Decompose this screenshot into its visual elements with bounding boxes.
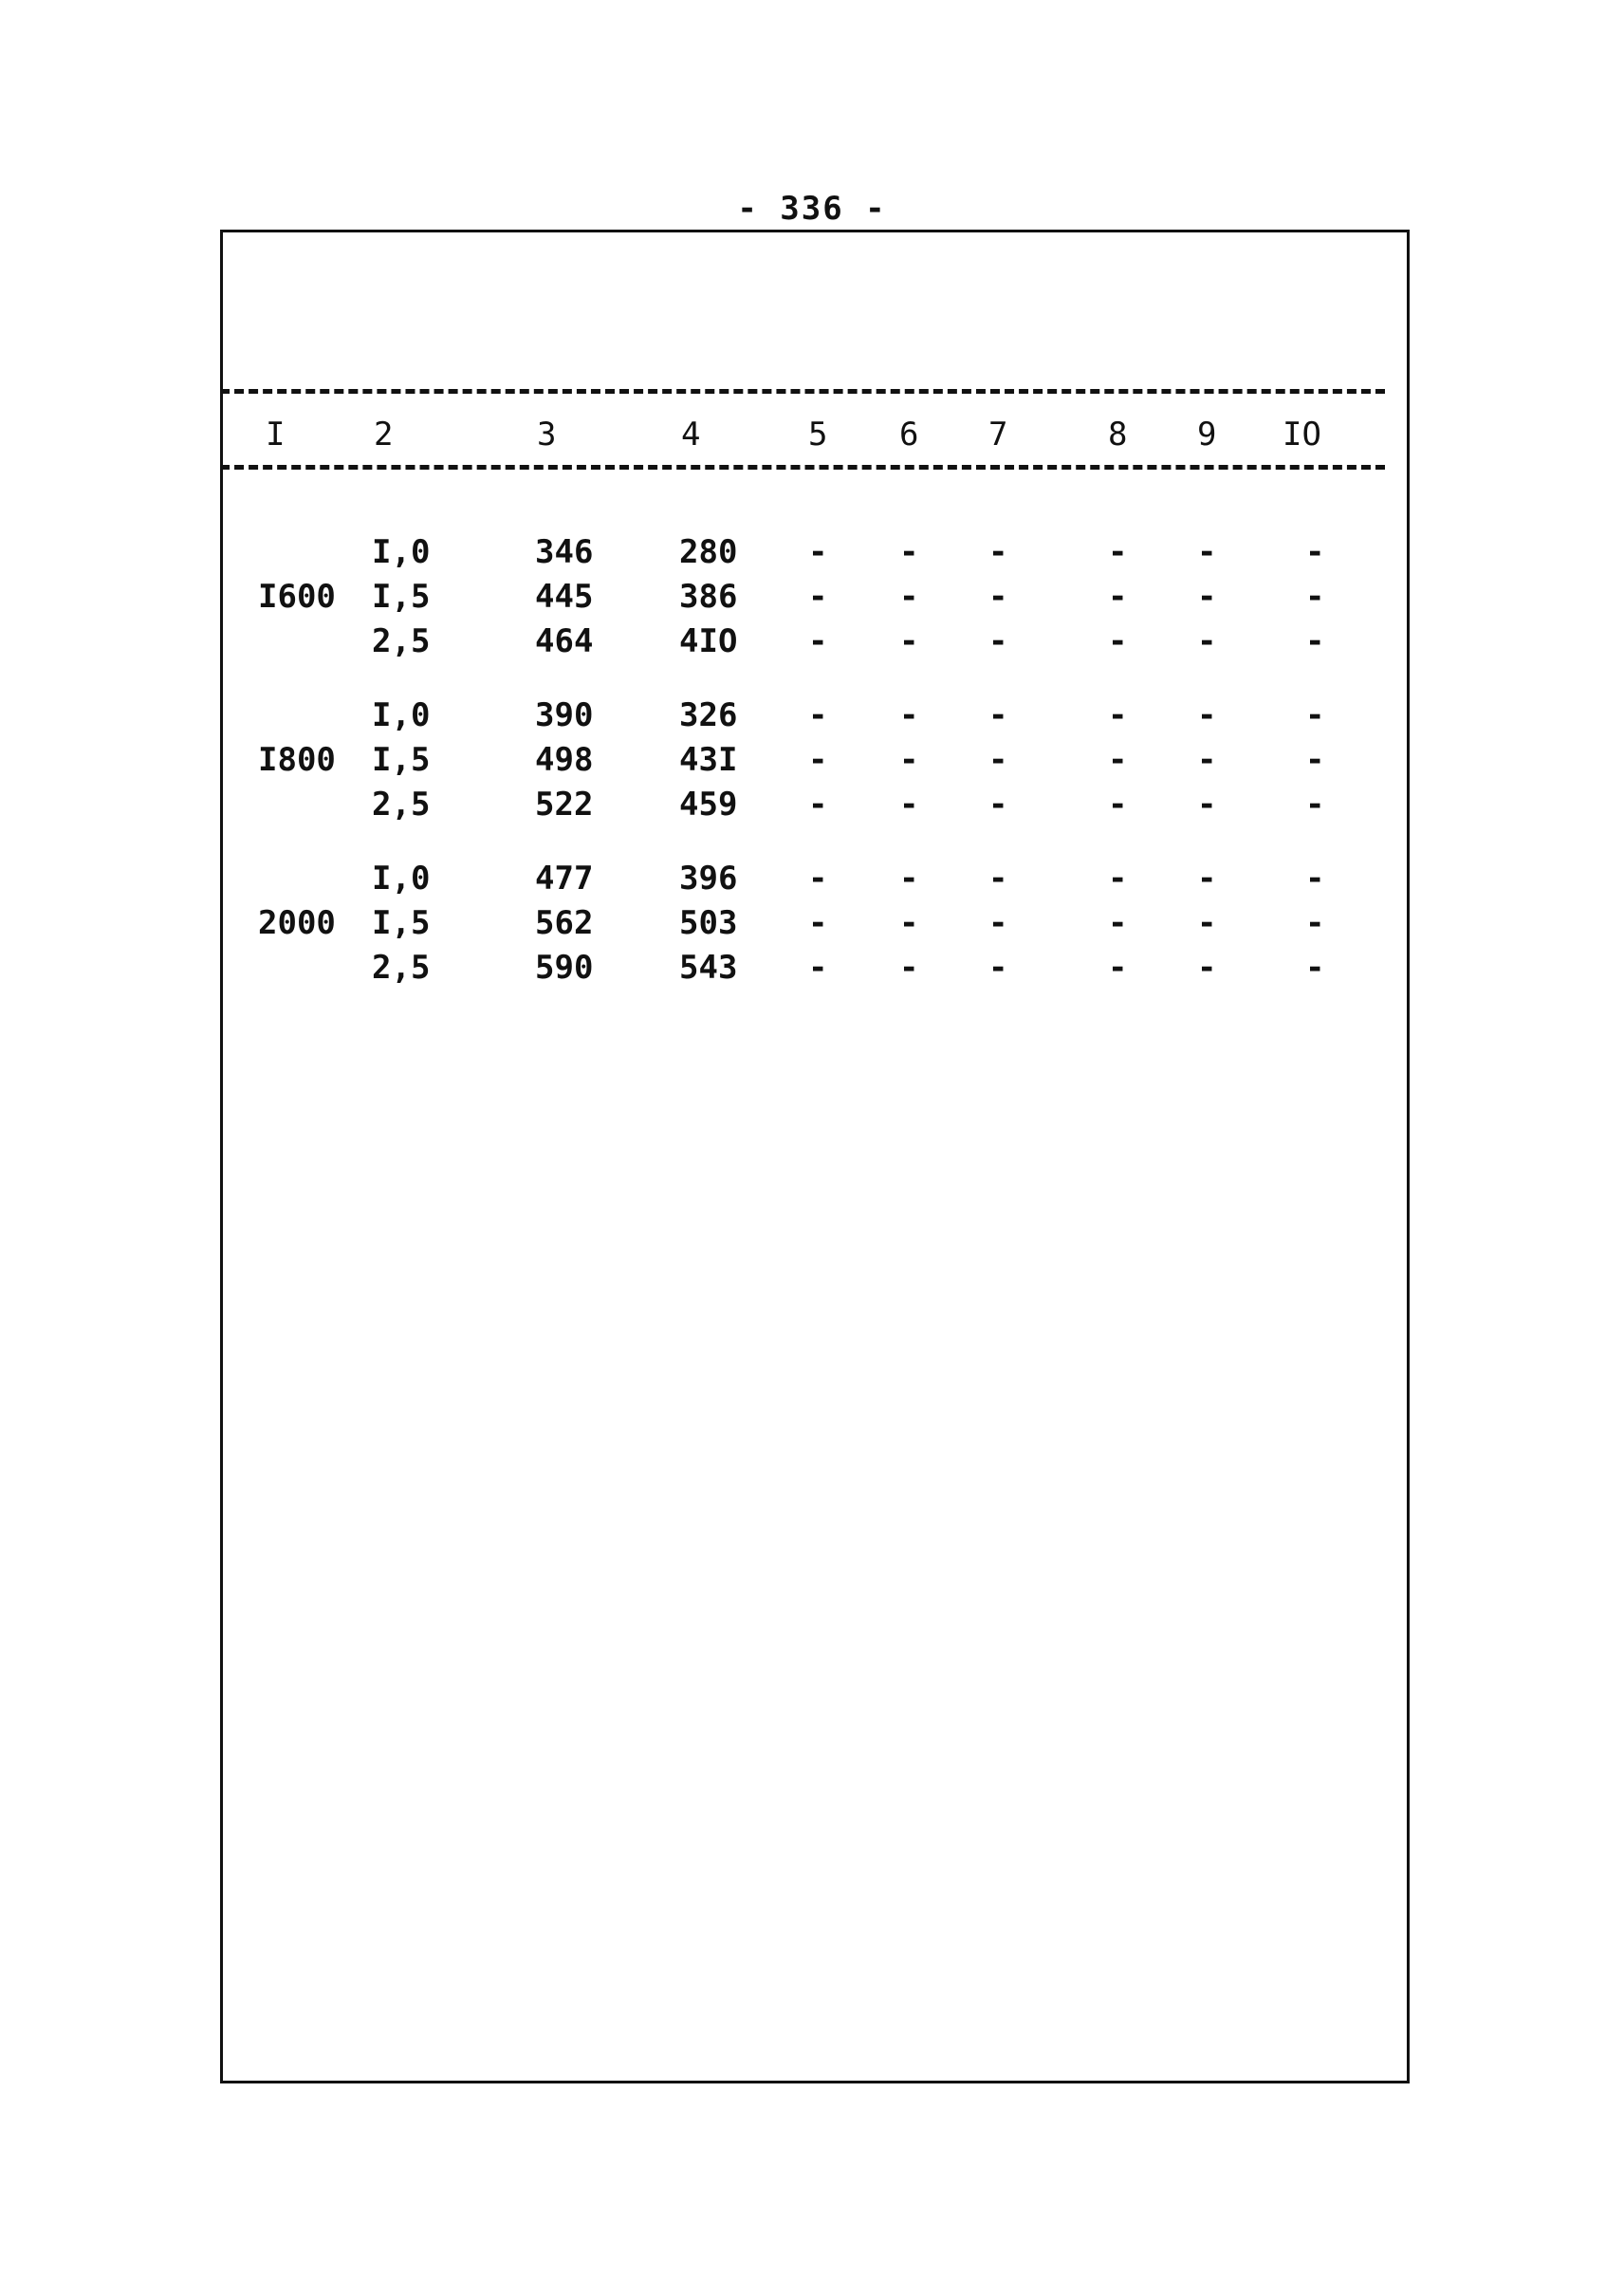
header-bottom-rule <box>220 465 1385 470</box>
table-cell-col3: 590 <box>535 949 594 987</box>
table-cell-col6: - <box>899 622 919 660</box>
table-cell-col4: 543 <box>679 949 738 987</box>
table-cell-col6: - <box>899 860 919 898</box>
table-cell-col8: - <box>1108 904 1128 942</box>
table-cell-col5: - <box>808 786 828 824</box>
table-cell-col9: - <box>1197 904 1217 942</box>
table-cell-col6: - <box>899 949 919 987</box>
table-cell-col2: 2,5 <box>372 786 431 824</box>
table-cell-col9: - <box>1197 786 1217 824</box>
table-cell-col2: I,0 <box>372 696 431 734</box>
table-cell-col4: 503 <box>679 904 738 942</box>
table-cell-col7: - <box>988 786 1008 824</box>
table-cell-col5: - <box>808 533 828 571</box>
column-header-9: 9 <box>1197 416 1217 454</box>
table-cell-col2: 2,5 <box>372 949 431 987</box>
table-cell-col8: - <box>1108 533 1128 571</box>
table-cell-col8: - <box>1108 860 1128 898</box>
table-cell-col6: - <box>899 696 919 734</box>
table-cell-col7: - <box>988 949 1008 987</box>
table-cell-col10: - <box>1305 741 1325 779</box>
table-cell-col9: - <box>1197 696 1217 734</box>
table-cell-col6: - <box>899 578 919 616</box>
table-cell-col5: - <box>808 696 828 734</box>
column-header-6: 6 <box>899 416 919 454</box>
table-cell-col3: 522 <box>535 786 594 824</box>
column-header-5: 5 <box>808 416 828 454</box>
table-cell-col9: - <box>1197 741 1217 779</box>
column-header-3: 3 <box>537 416 557 454</box>
table-cell-col2: I,0 <box>372 860 431 898</box>
table-cell-col9: - <box>1197 578 1217 616</box>
column-header-4: 4 <box>681 416 701 454</box>
table-cell-col10: - <box>1305 860 1325 898</box>
table-cell-col7: - <box>988 860 1008 898</box>
table-cell-col7: - <box>988 696 1008 734</box>
table-cell-col5: - <box>808 949 828 987</box>
column-header-7: 7 <box>988 416 1008 454</box>
table-cell-col7: - <box>988 741 1008 779</box>
table-cell-col5: - <box>808 622 828 660</box>
table-cell-col9: - <box>1197 533 1217 571</box>
column-header-10: IO <box>1283 416 1321 454</box>
table-cell-col4: 459 <box>679 786 738 824</box>
table-cell-col6: - <box>899 786 919 824</box>
table-cell-col2: I,5 <box>372 904 431 942</box>
table-cell-col3: 477 <box>535 860 594 898</box>
table-cell-col10: - <box>1305 622 1325 660</box>
column-header-2: 2 <box>374 416 394 454</box>
table-cell-col2: I,0 <box>372 533 431 571</box>
table-cell-col2: I,5 <box>372 741 431 779</box>
table-cell-col4: 280 <box>679 533 738 571</box>
group-label: 2000 <box>258 904 336 942</box>
table-cell-col2: I,5 <box>372 578 431 616</box>
table-cell-col8: - <box>1108 578 1128 616</box>
table-frame <box>220 230 1410 2083</box>
table-cell-col3: 390 <box>535 696 594 734</box>
table-cell-col9: - <box>1197 622 1217 660</box>
table-cell-col9: - <box>1197 860 1217 898</box>
table-cell-col3: 445 <box>535 578 594 616</box>
table-cell-col3: 464 <box>535 622 594 660</box>
table-cell-col5: - <box>808 578 828 616</box>
table-cell-col3: 346 <box>535 533 594 571</box>
table-cell-col8: - <box>1108 622 1128 660</box>
group-label: I800 <box>258 741 336 779</box>
table-cell-col8: - <box>1108 949 1128 987</box>
table-cell-col3: 498 <box>535 741 594 779</box>
table-cell-col8: - <box>1108 786 1128 824</box>
column-header-1: I <box>266 416 286 454</box>
page-number: - 336 - <box>737 190 887 228</box>
table-cell-col6: - <box>899 741 919 779</box>
table-cell-col5: - <box>808 860 828 898</box>
table-cell-col7: - <box>988 904 1008 942</box>
table-cell-col6: - <box>899 904 919 942</box>
table-cell-col4: 43I <box>679 741 738 779</box>
table-cell-col4: 396 <box>679 860 738 898</box>
table-cell-col7: - <box>988 578 1008 616</box>
table-cell-col10: - <box>1305 578 1325 616</box>
table-cell-col8: - <box>1108 696 1128 734</box>
group-label: I600 <box>258 578 336 616</box>
table-cell-col7: - <box>988 533 1008 571</box>
table-cell-col4: 386 <box>679 578 738 616</box>
table-cell-col6: - <box>899 533 919 571</box>
table-cell-col2: 2,5 <box>372 622 431 660</box>
table-cell-col4: 326 <box>679 696 738 734</box>
table-cell-col3: 562 <box>535 904 594 942</box>
table-cell-col9: - <box>1197 949 1217 987</box>
column-header-8: 8 <box>1108 416 1128 454</box>
table-cell-col4: 4IO <box>679 622 738 660</box>
column-header-row <box>0 416 1624 454</box>
table-cell-col10: - <box>1305 949 1325 987</box>
table-cell-col10: - <box>1305 786 1325 824</box>
table-cell-col5: - <box>808 741 828 779</box>
table-cell-col7: - <box>988 622 1008 660</box>
table-cell-col8: - <box>1108 741 1128 779</box>
table-cell-col10: - <box>1305 696 1325 734</box>
table-cell-col5: - <box>808 904 828 942</box>
table-cell-col10: - <box>1305 904 1325 942</box>
header-top-rule <box>220 389 1385 394</box>
table-cell-col10: - <box>1305 533 1325 571</box>
